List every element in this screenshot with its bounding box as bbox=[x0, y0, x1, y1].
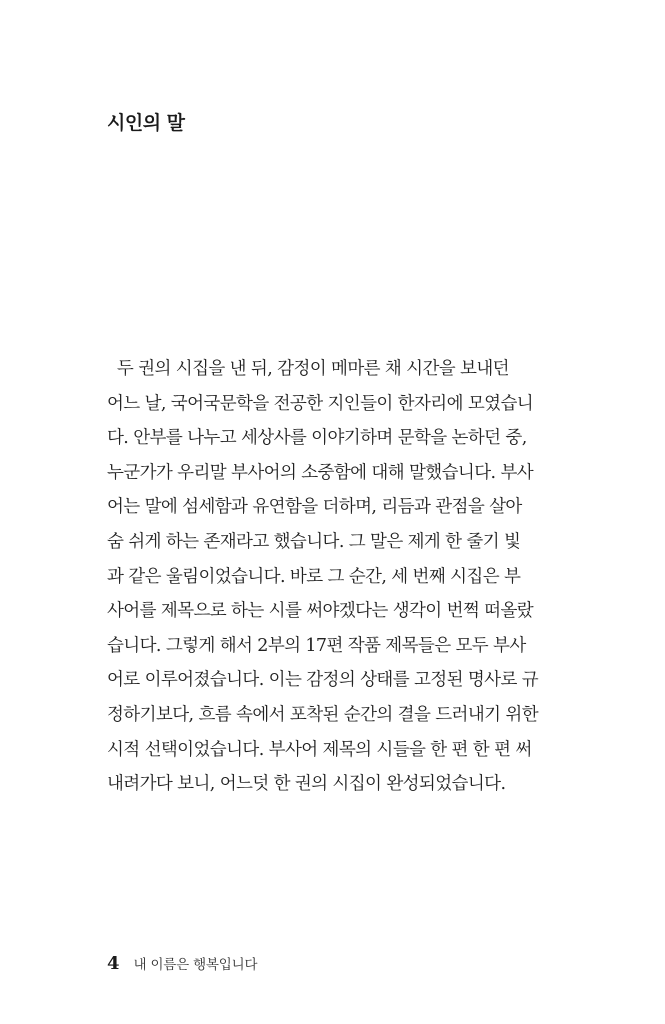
paragraph-line: 시적 선택이었습니다. 부사어 제목의 시들을 한 편 한 편 써 bbox=[107, 739, 532, 760]
body-paragraph bbox=[107, 352, 567, 802]
paragraph-line: 내려가다 보니, 어느덧 한 권의 시집이 완성되었습니다. bbox=[107, 774, 506, 795]
paragraph-line: 어는 말에 섬세함과 유연함을 더하며, 리듬과 관점을 살아 bbox=[107, 497, 522, 518]
paragraph-line: 다. 안부를 나누고 세상사를 이야기하며 문학을 논하던 중, bbox=[107, 428, 527, 449]
paragraph-line: 누군가가 우리말 부사어의 소중함에 대해 말했습니다. 부사 bbox=[107, 462, 534, 483]
page-footer bbox=[107, 952, 257, 976]
paragraph-line: 습니다. 그렇게 해서 2부의 17편 작품 제목들은 모두 부사 bbox=[107, 635, 526, 656]
paragraph-line: 어느 날, 국어국문학을 전공한 지인들이 한자리에 모였습니 bbox=[107, 393, 534, 414]
running-title: 내 이름은 행복입니다 bbox=[133, 957, 258, 973]
paragraph-line: 과 같은 울림이었습니다. 바로 그 순간, 세 번째 시집은 부 bbox=[107, 566, 521, 587]
paragraph-line: 사어를 제목으로 하는 시를 써야겠다는 생각이 번쩍 떠올랐 bbox=[107, 601, 534, 622]
section-heading: 시인의 말 bbox=[107, 112, 185, 134]
paragraph-line: 두 권의 시집을 낸 뒤, 감정이 메마른 채 시간을 보내던 bbox=[107, 359, 509, 379]
paragraph-line: 숨 쉬게 하는 존재라고 했습니다. 그 말은 제게 한 줄기 빛 bbox=[107, 531, 521, 552]
paragraph-line: 어로 이루어졌습니다. 이는 감정의 상태를 고정된 명사로 규 bbox=[107, 670, 539, 691]
page-number: 4 bbox=[107, 953, 120, 974]
paragraph-line: 정하기보다, 흐름 속에서 포착된 순간의 결을 드러내기 위한 bbox=[107, 704, 539, 725]
